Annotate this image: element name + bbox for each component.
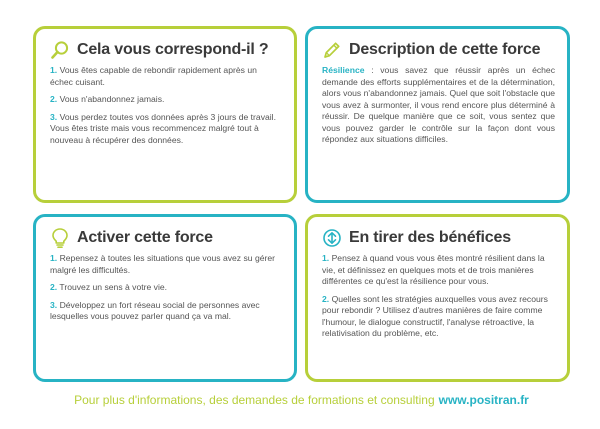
list-item: 2. Trouvez un sens à votre vie. xyxy=(50,282,168,293)
keyword: Résilience xyxy=(322,65,365,75)
card-body xyxy=(322,65,555,146)
list-item: 2. Quelles sont les stratégies auxquelles vous avez recours pour rebondir ? Utilisez d'autres manières de faire comme l'humour, le dialogue constructif, l'analyse rétroactive, la relativisation du problème, etc. xyxy=(322,293,548,339)
card-header xyxy=(50,225,282,251)
website-link[interactable]: www.positran.fr xyxy=(438,393,529,407)
magnifier-icon xyxy=(50,40,70,60)
lightbulb-icon xyxy=(50,227,70,249)
card-body xyxy=(50,253,282,323)
card-title: Description de cette force xyxy=(349,41,541,58)
card-header xyxy=(322,225,555,251)
description-paragraph: Résilience : vous savez que réussir après un échec demande des efforts supplémentaires et de la détermination, alors vous n'abandonnez jamais. Quel que soit l'obstacle que vous avez à surmonter, il vous rend encore plus déterminé à réussir. De quelque manière que ce soit, vous sentez que vous pouvez garder le contrôle sur la façon dont vous répondez aux situations difficiles. xyxy=(322,65,555,145)
card-title: Cela vous correspond-il ? xyxy=(77,41,269,58)
card-header xyxy=(50,37,282,63)
footer-text: Pour plus d'informations, des demandes de formations et consulting xyxy=(74,393,435,407)
list-item: 3. Vous perdez toutes vos données après 3 jours de travail. Vous êtes triste mais vous recommencez malgré tout à nouveau à récupérer des données. xyxy=(50,111,276,145)
pencil-icon xyxy=(322,40,342,60)
card-activer xyxy=(33,214,297,382)
list-item: 2. Vous n'abandonnez jamais. xyxy=(50,94,165,105)
card-benefices xyxy=(305,214,570,382)
card-title: En tirer des bénéfices xyxy=(349,229,511,246)
list-item: 1. Pensez à quand vous vous êtes montré résilient dans la vie, et définissez en quelques mots et de trois manières différentes ce qu'est la résilience pour vous. xyxy=(322,253,545,287)
card-title: Activer cette force xyxy=(77,229,213,246)
card-description xyxy=(305,26,570,203)
list-item: 1. Vous êtes capable de rebondir rapidement après un échec cuisant. xyxy=(50,65,257,87)
list-item: 3. Développez un fort réseau social de personnes avec lesquelles vous pouvez parler quand ça va mal. xyxy=(50,299,260,322)
up-down-arrows-icon xyxy=(322,228,342,248)
footer xyxy=(33,389,570,411)
list-item: 1. Repensez à toutes les situations que vous avez su gérer malgré les difficultés. xyxy=(50,253,276,275)
card-body xyxy=(50,65,282,146)
card-cela-vous-correspond xyxy=(33,26,297,203)
card-header xyxy=(322,37,555,63)
card-body xyxy=(322,253,555,340)
